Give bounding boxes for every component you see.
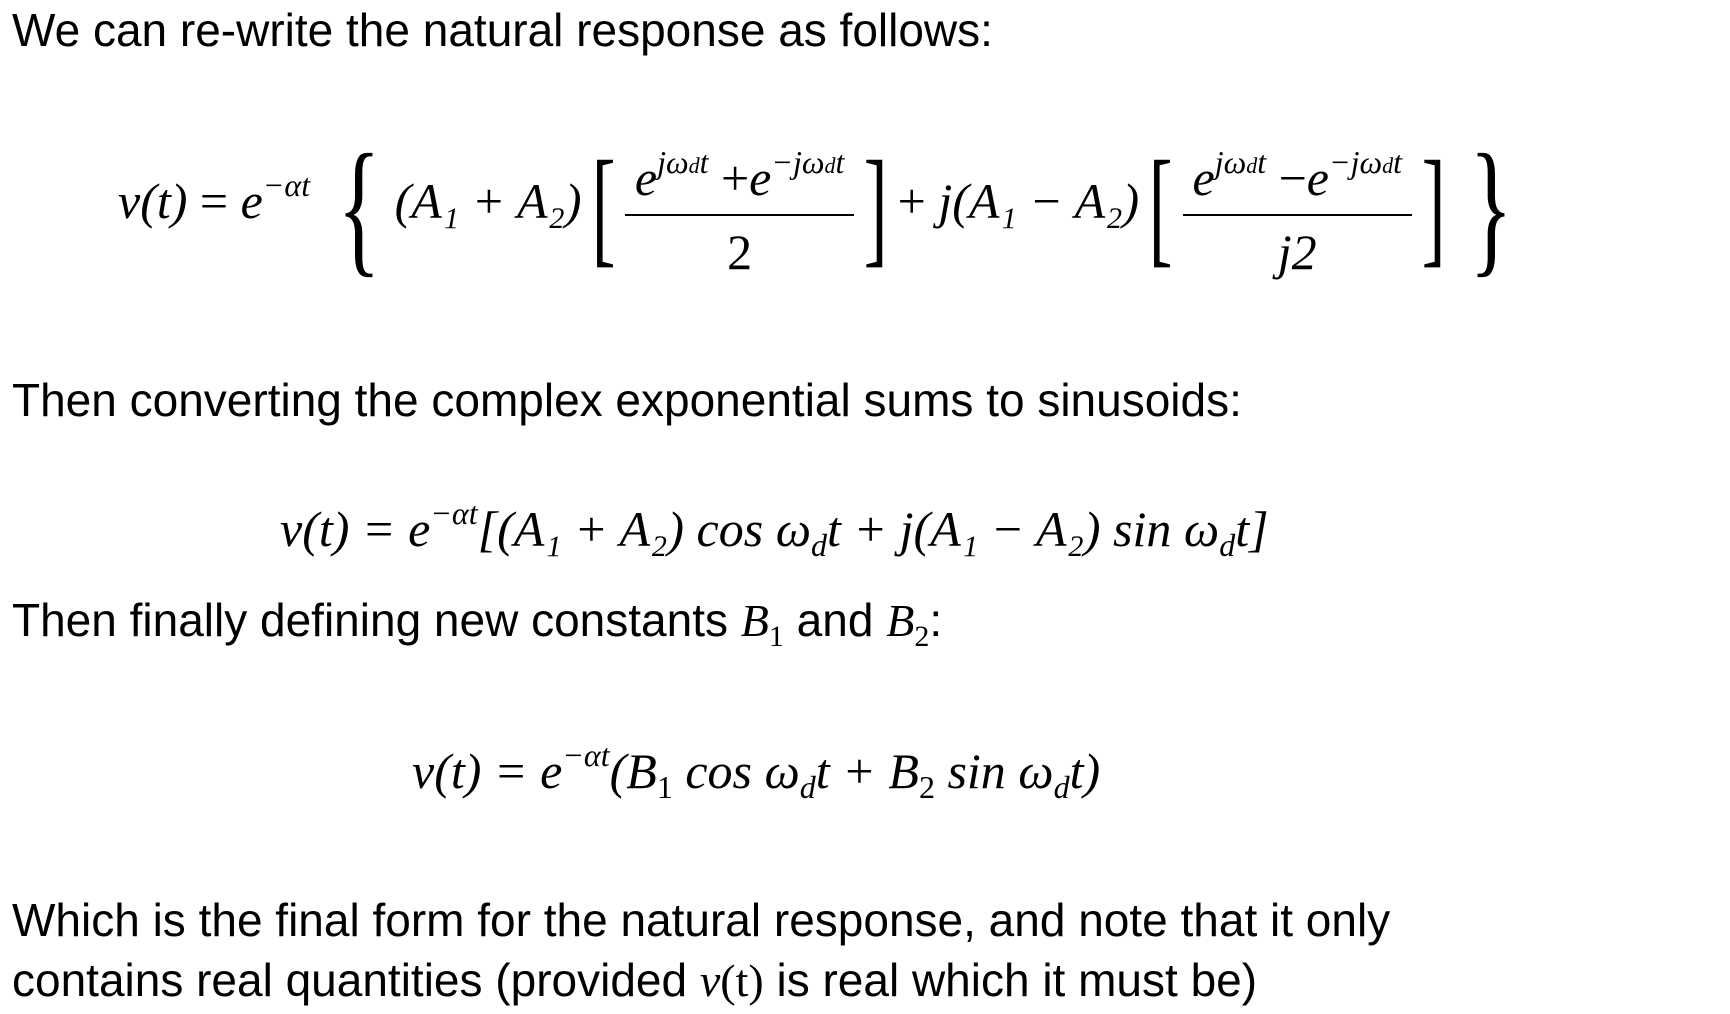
eq1-frac1-e2: e: [749, 149, 772, 206]
equation-natural-response-exponential: [118, 95, 1527, 290]
eq1-term2-coeff: j(A₁ − A₂): [938, 173, 1140, 229]
eq2-part1: [(A₁ + A₂) cos ω: [477, 501, 812, 557]
paragraph-defining-constants: [12, 590, 942, 667]
para3-and: and: [783, 594, 887, 646]
eq3-part5: t): [1069, 743, 1101, 799]
eq2-power: −αt: [430, 495, 478, 531]
equation-final-form: [412, 720, 1100, 822]
paragraph-final-note-line1: Which is the final form for the natural response, and note that it only: [12, 894, 1391, 946]
eq3-sub-2: 2: [918, 769, 935, 805]
eq1-frac2-e1-t: t: [1257, 143, 1267, 180]
eq1-frac2-e2-sub: d: [1382, 152, 1394, 178]
eq3-part1: (B: [609, 743, 657, 799]
eq1-frac2-e1-sub: d: [1246, 152, 1258, 178]
eq1-lhs: v(t): [118, 173, 188, 229]
para3-b2-sub: 2: [914, 620, 930, 653]
eq1-frac2-e2-power: −jω: [1329, 143, 1383, 180]
eq1-frac2-op: −: [1278, 149, 1307, 206]
eq1-plus: +: [897, 173, 926, 229]
eq3-power: −αt: [562, 737, 610, 773]
eq3-part3: t + B: [815, 743, 919, 799]
eq2-sub-d2: d: [1219, 527, 1236, 563]
eq1-frac1-op: +: [720, 149, 750, 206]
eq1-frac1-e1-t: t: [699, 143, 709, 180]
eq2-lhs: v(t) = e: [280, 501, 431, 557]
para4-v: v: [699, 955, 721, 1006]
eq1-equals: =: [199, 173, 229, 229]
eq1-frac2-e1-power: jω: [1214, 143, 1247, 180]
paragraph-converting: Then converting the complex exponential sums to sinusoids:: [12, 374, 1242, 426]
intro-text: We can re-write the natural response as follows:: [12, 4, 993, 56]
eq3-part2: cos ω: [672, 743, 800, 799]
eq1-exp-base: e: [240, 173, 263, 229]
eq3-lhs: v(t) = e: [412, 743, 563, 799]
eq1-close-bracket-2: ]: [1421, 134, 1446, 279]
eq1-close-brace: }: [1469, 123, 1513, 290]
eq1-frac1-e2-sub: d: [824, 152, 836, 178]
eq2-sub-d1: d: [811, 527, 828, 563]
eq3-sub-d1: d: [799, 769, 816, 805]
eq1-frac2-e1: e: [1192, 149, 1215, 206]
constant-b2: $B_2$: [886, 595, 930, 653]
eq1-frac1-e1-sub: d: [688, 152, 700, 178]
para3-b1-sub: 1: [768, 620, 784, 653]
eq3-sub-1: 1: [656, 769, 673, 805]
eq1-frac2-e2-t: t: [1393, 143, 1402, 180]
para4-line2-a: contains real quantities (provided: [12, 954, 700, 1006]
eq2-part2: t + j(A₁ − A₂) sin ω: [827, 501, 1220, 557]
eq1-close-bracket-1: ]: [864, 134, 888, 279]
eq1-frac2-e2: e: [1306, 149, 1329, 206]
eq1-term1-coeff: (A₁ + A₂): [394, 173, 582, 229]
para3-lead: Then finally defining new constants: [12, 594, 741, 646]
eq1-fraction-2: [1183, 132, 1412, 282]
para4-line2-b: is real which it must be): [763, 954, 1258, 1006]
eq2-part3: t]: [1235, 501, 1269, 557]
eq1-frac1-den: 2: [727, 223, 753, 280]
equation-sinusoid-form: [280, 478, 1269, 580]
eq1-open-bracket-1: [: [591, 134, 616, 279]
eq1-frac1-e2-power: −jω: [771, 143, 825, 180]
eq1-frac1-e2-t: t: [835, 143, 845, 180]
eq1-open-bracket-2: [: [1148, 134, 1173, 279]
eq1-open-brace: {: [336, 123, 381, 290]
constant-b1: $B_1$: [740, 595, 784, 653]
eq1-fraction-1: [625, 132, 854, 282]
eq3-sub-d2: d: [1053, 769, 1070, 805]
paragraph-final-note-line2: [12, 950, 1257, 1011]
para3-colon: :: [929, 594, 943, 646]
eq3-part4: sin ω: [934, 743, 1054, 799]
eq1-frac1-e1: e: [634, 149, 658, 206]
eq1-exp-power: −αt: [262, 167, 311, 203]
eq1-frac2-den: j2: [1277, 223, 1317, 280]
eq1-frac1-e1-power: jω: [657, 143, 689, 180]
para4-t: (t): [720, 955, 764, 1006]
